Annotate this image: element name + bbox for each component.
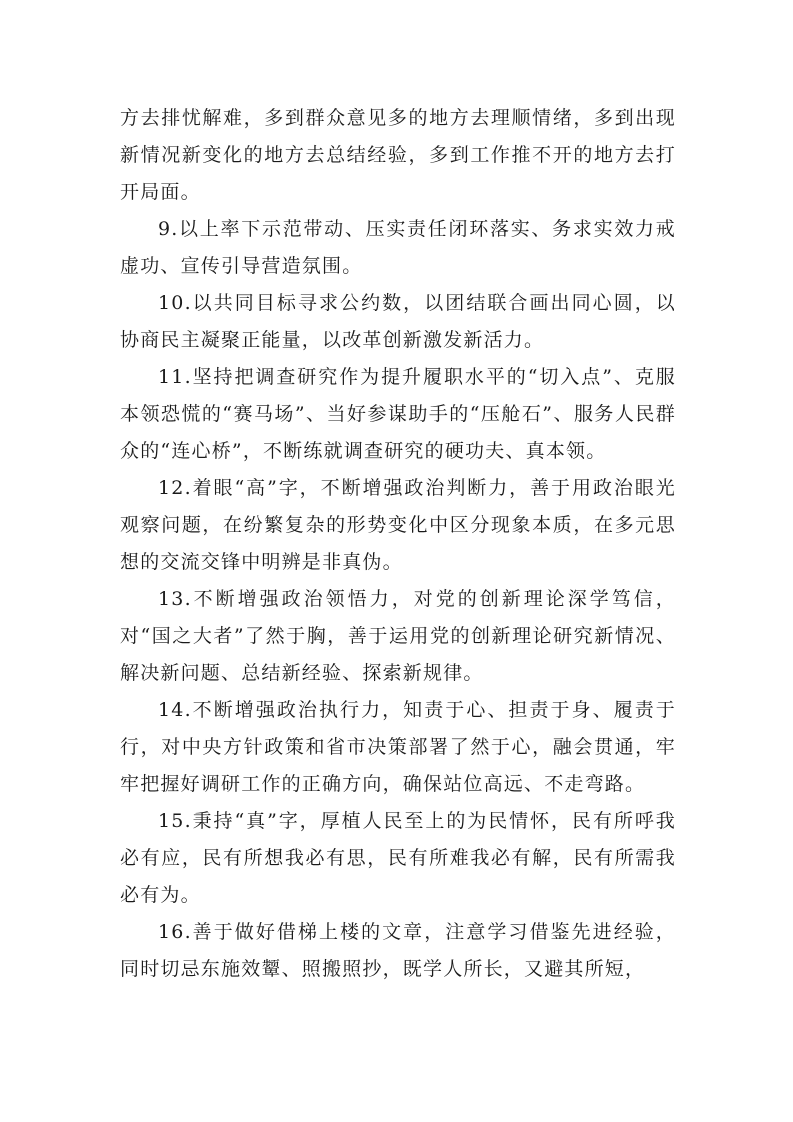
paragraph-item-16: 16.善于做好借梯上楼的文章，注意学习借鉴先进经验，同时切忌东施效颦、照搬照抄，既学人所长，又避其所短， (120, 921, 676, 980)
paragraph-item-15: 15.秉持“真”字，厚植人民至上的为民情怀，民有所呼我必有应，民有所想我必有思，民有所难我必有解，民有所需我必有为。 (120, 810, 676, 906)
paragraph-item-14: 14.不断增强政治执行力，知责于心、担责于身、履责于行，对中央方针政策和省市决策部署了然于心，融会贯通，牢牢把握好调研工作的正确方向，确保站位高远、不走弯路。 (120, 699, 676, 795)
paragraph-continuation: 方去排忧解难，多到群众意见多的地方去理顺情绪，多到出现新情况新变化的地方去总结经验，多到工作推不开的地方去打开局面。 (120, 107, 676, 203)
paragraph-item-10: 10.以共同目标寻求公约数，以团结联合画出同心圆，以协商民主凝聚正能量，以改革创新激发新活力。 (120, 292, 676, 351)
paragraph-item-13: 13.不断增强政治领悟力，对党的创新理论深学笃信，对“国之大者”了然于胸，善于运用党的创新理论研究新情况、解决新问题、总结新经验、探索新规律。 (120, 588, 676, 684)
paragraph-item-12: 12.着眼“高”字，不断增强政治判断力，善于用政治眼光观察问题，在纷繁复杂的形势变化中区分现象本质，在多元思想的交流交锋中明辨是非真伪。 (120, 477, 676, 573)
paragraph-item-11: 11.坚持把调查研究作为提升履职水平的“切入点”、克服本领恐慌的“赛马场”、当好参谋助手的“压舱石”、服务人民群众的“连心桥”，不断练就调查研究的硬功夫、真本领。 (120, 366, 676, 462)
document-body (120, 100, 676, 988)
paragraph-item-9: 9.以上率下示范带动、压实责任闭环落实、务求实效力戒虚功、宣传引导营造氛围。 (120, 218, 676, 277)
